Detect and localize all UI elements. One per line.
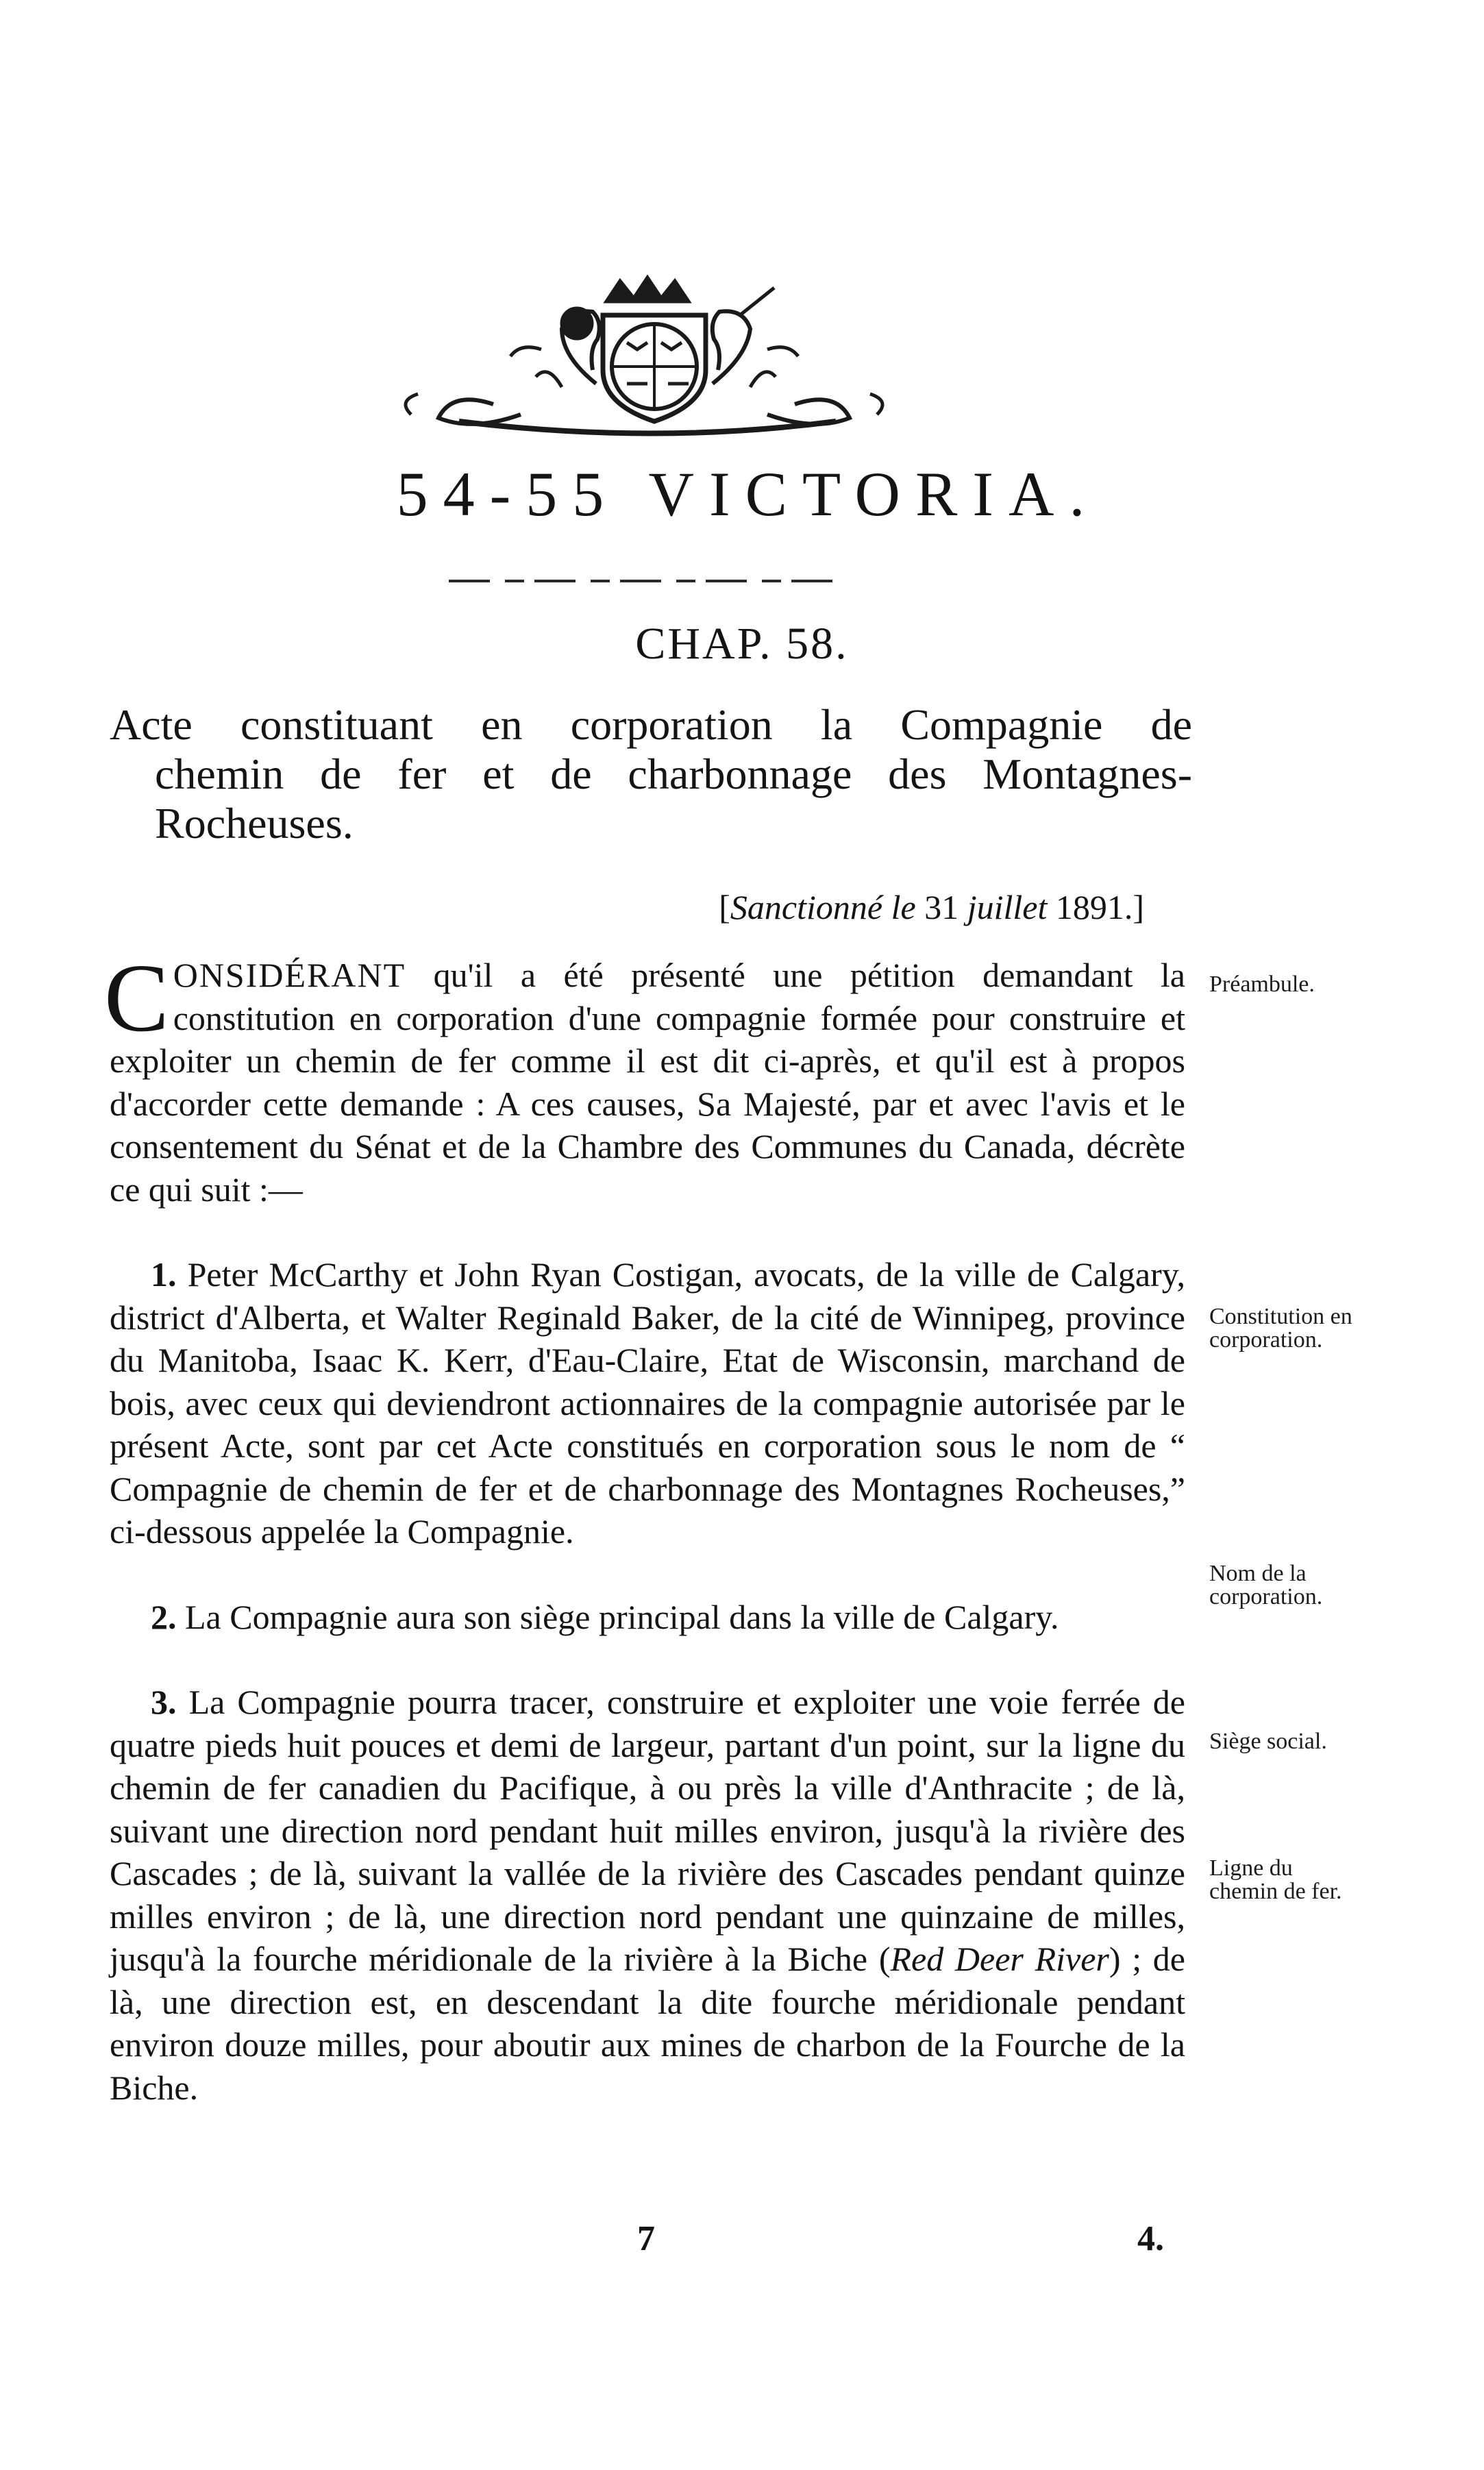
signature-mark: 4. — [1137, 2219, 1164, 2258]
preamble-lead: ONSIDÉRANT — [173, 956, 406, 994]
margin-note-incorporation: Constitution en corporation. — [1209, 1304, 1352, 1353]
sanction-text: Sanctionné le — [730, 888, 916, 926]
sanction-year: 1891.] — [1055, 888, 1144, 926]
act-body — [104, 943, 1186, 2109]
section-text: Peter McCarthy et John Ryan Costigan, avocats, de la ville de Calgary, district d'Alberta, et Walter Reginald Baker, de la cité de Winnipeg, province du Manitoba, Isaac K. Kerr, d'Eau-Claire, Etat de Wisconsin, marchand de bois, avec ceux qui deviendront actionnaires de la compagnie autorisée par le présent Acte, sont par cet Acte constitués en corporation sous le nom de “ Compagnie de chemin de fer et de charbonnage des Montagnes Rocheuses,” ci-dessous appelée la Compagnie. — [110, 1255, 1185, 1551]
act-title-line-1: Acte constituant en corporation la Compagnie de — [110, 700, 1192, 749]
act-title — [110, 700, 1192, 848]
section-text-continued: ) ; de là, une direction est, en descendant la dite fourche méridionale pendant environ douze milles, pour aboutir aux mines de charbon de la Fourche de la Biche. — [110, 1940, 1185, 2107]
section-text: La Compagnie aura son siège principal dans la ville de Calgary. — [185, 1597, 1059, 1636]
section-number: 3. — [151, 1683, 177, 1721]
decorative-rule — [449, 580, 832, 582]
sanction-date — [0, 887, 1144, 927]
section-text: La Compagnie pourra tracer, construire et exploiter une voie ferrée de quatre pieds huit pouces et demi de largeur, partant d'un point, sur la ligne du chemin de fer canadien du Pacifique, à ou près la ville d'Anthracite ; de là, suivant une direction nord pendant huit milles environ, jusqu'à la rivière des Cascades ; de là, suivant la vallée de la rivière des Cascades pendant quinze milles environ ; de là, une direction nord pendant une quinzaine de milles, jusqu'à la fourche méridionale de la rivière à la Biche ( — [110, 1683, 1186, 1978]
margin-note-preamble: Préambule. — [1209, 972, 1315, 997]
section-2 — [110, 1596, 1185, 1639]
section-number: 2. — [151, 1597, 177, 1636]
page-number: 7 — [637, 2219, 655, 2258]
section-3 — [110, 1681, 1185, 2109]
section-number: 1. — [151, 1255, 177, 1294]
chapter-heading: CHAP. 58. — [635, 619, 849, 669]
section-italic-text: Red Deer River — [890, 1940, 1109, 1978]
preamble-text: qu'il a été présenté une pétition demandant la constitution en corporation d'une compagnie formée pour construire et exploiter un chemin de fer comme il est dit ci-après, et qu'il est à propos d'accorder cette demande : A ces causes, Sa Majesté, par et avec l'avis et le consentement du Sénat et de la Chambre des Communes du Canada, décrète ce qui suit :— — [110, 956, 1186, 1209]
sanction-day: 31 — [924, 888, 959, 926]
margin-note-head-office: Siège social. — [1209, 1729, 1327, 1754]
sanction-month: juillet — [967, 888, 1048, 926]
preamble-paragraph — [104, 943, 1186, 1211]
drop-cap: C — [104, 943, 169, 1052]
margin-note-corporate-name: Nom de la corporation. — [1209, 1561, 1323, 1609]
act-title-line-3: Rocheuses. — [155, 799, 354, 848]
regnal-year-heading: 54-55 VICTORIA. — [396, 459, 1100, 529]
sanction-bracket: [ — [719, 888, 730, 926]
section-1 — [110, 1253, 1185, 1553]
royal-coat-of-arms — [356, 274, 925, 439]
margin-note-railway-line: Ligne du chemin de fer. — [1209, 1855, 1342, 1904]
act-title-line-2: chemin de fer et de charbonnage des Montagnes- — [155, 750, 1192, 798]
